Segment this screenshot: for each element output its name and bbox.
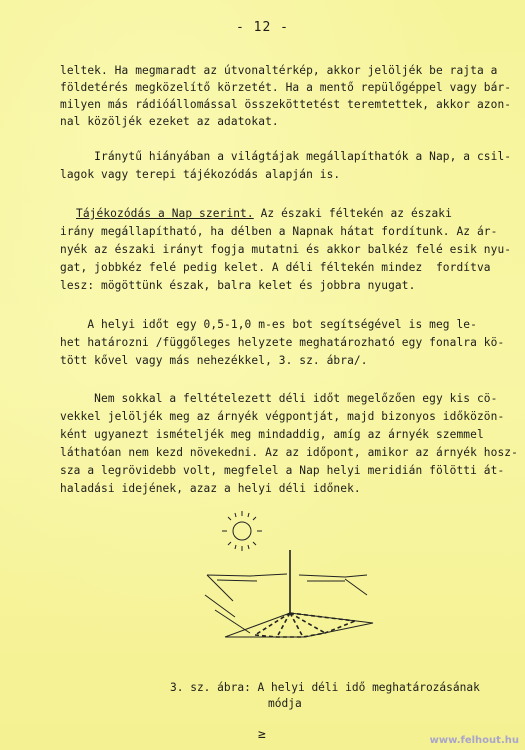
paragraph-4-line-1: A helyi időt egy 0,5-1,0 m-es bot segítségével is meg le-	[60, 318, 477, 331]
paragraph-3-line-1-rest: Az északi féltekén az északi	[253, 207, 452, 220]
paragraph-3-line-3: nyék az északi irányt fogja mutatni és akkor balkéz felé esik nyu-	[60, 243, 512, 256]
figure-caption-line-1: 3. sz. ábra: A helyi déli idő meghatározásának	[170, 681, 480, 694]
horizon-lines	[205, 574, 367, 633]
page-bottom-mark: ≥	[258, 727, 266, 742]
page-number: - 12 -	[236, 20, 289, 35]
paragraph-1-line-2: földetérés megközelítő körzetét. Ha a mentő repülőgéppel vagy bár-	[60, 81, 512, 94]
paragraph-2-line-1: Iránytű hiányában a világtájak megállapíthatók a Nap, a csil-	[60, 150, 512, 163]
paragraph-5-line-2: vekkel jelöljék meg az árnyék végpontját, majd bizonyos időközön-	[60, 410, 505, 423]
paragraph-5-line-3: ként ugyanezt ismételjék meg mindaddig, amíg az árnyék szemmel	[60, 428, 484, 441]
paragraph-3-line-4: gat, jobbkéz felé pedig kelet. A déli féltekén mindez fordítva	[60, 261, 491, 274]
watermark: www.felhout.hu	[429, 735, 519, 746]
paragraph-1-line-1: leltek. Ha megmaradt az útvonaltérkép, akkor jelöljék be rajta a	[60, 64, 498, 77]
paragraph-5-line-4: láthatóan nem kezd növekedni. Az az időpont, amikor az árnyék hosz-	[60, 446, 518, 459]
paragraph-1-line-3: milyen más rádióállomással összeköttetést teremtettek, akkor azon-	[60, 98, 512, 111]
paragraph-4-line-3: tött kővel vagy más nehezékkel, 3. sz. ábra/.	[60, 354, 368, 367]
paragraph-3-line-2: irány megállapítható, ha délben a Napnak hátat fordítunk. Az ár-	[60, 225, 498, 238]
paragraph-1-line-4: nal közöljék ezeket az adatokat.	[60, 115, 279, 128]
figure-caption-line-2: módja	[268, 697, 302, 710]
shadow-lines	[255, 613, 355, 637]
paragraph-5-line-5: sza a legrövidebb volt, megfelel a Nap helyi meridián fölötti át-	[60, 464, 505, 477]
shadow-stick-figure	[195, 505, 395, 665]
paragraph-4-line-2: het határozni /függőleges helyzete meghatározható egy fonalra kö-	[60, 336, 505, 349]
sun-icon	[222, 511, 262, 551]
paragraph-3-line-1	[76, 207, 452, 221]
paragraph-5-line-6: haladási idejének, azaz a helyi déli időnek.	[60, 482, 361, 495]
paragraph-3-line-5: lesz: mögöttünk észak, balra kelet és jobbra nyugat.	[60, 279, 416, 292]
paragraph-2-line-2: lagok vagy terepi tájékozódás alapján is.	[60, 168, 341, 181]
ground-line	[225, 613, 373, 637]
section-heading-sun: Tájékozódás a Nap szerint.	[76, 207, 254, 220]
paragraph-5-line-1: Nem sokkal a feltételezett déli időt megelőzően egy kis cö-	[60, 392, 498, 405]
